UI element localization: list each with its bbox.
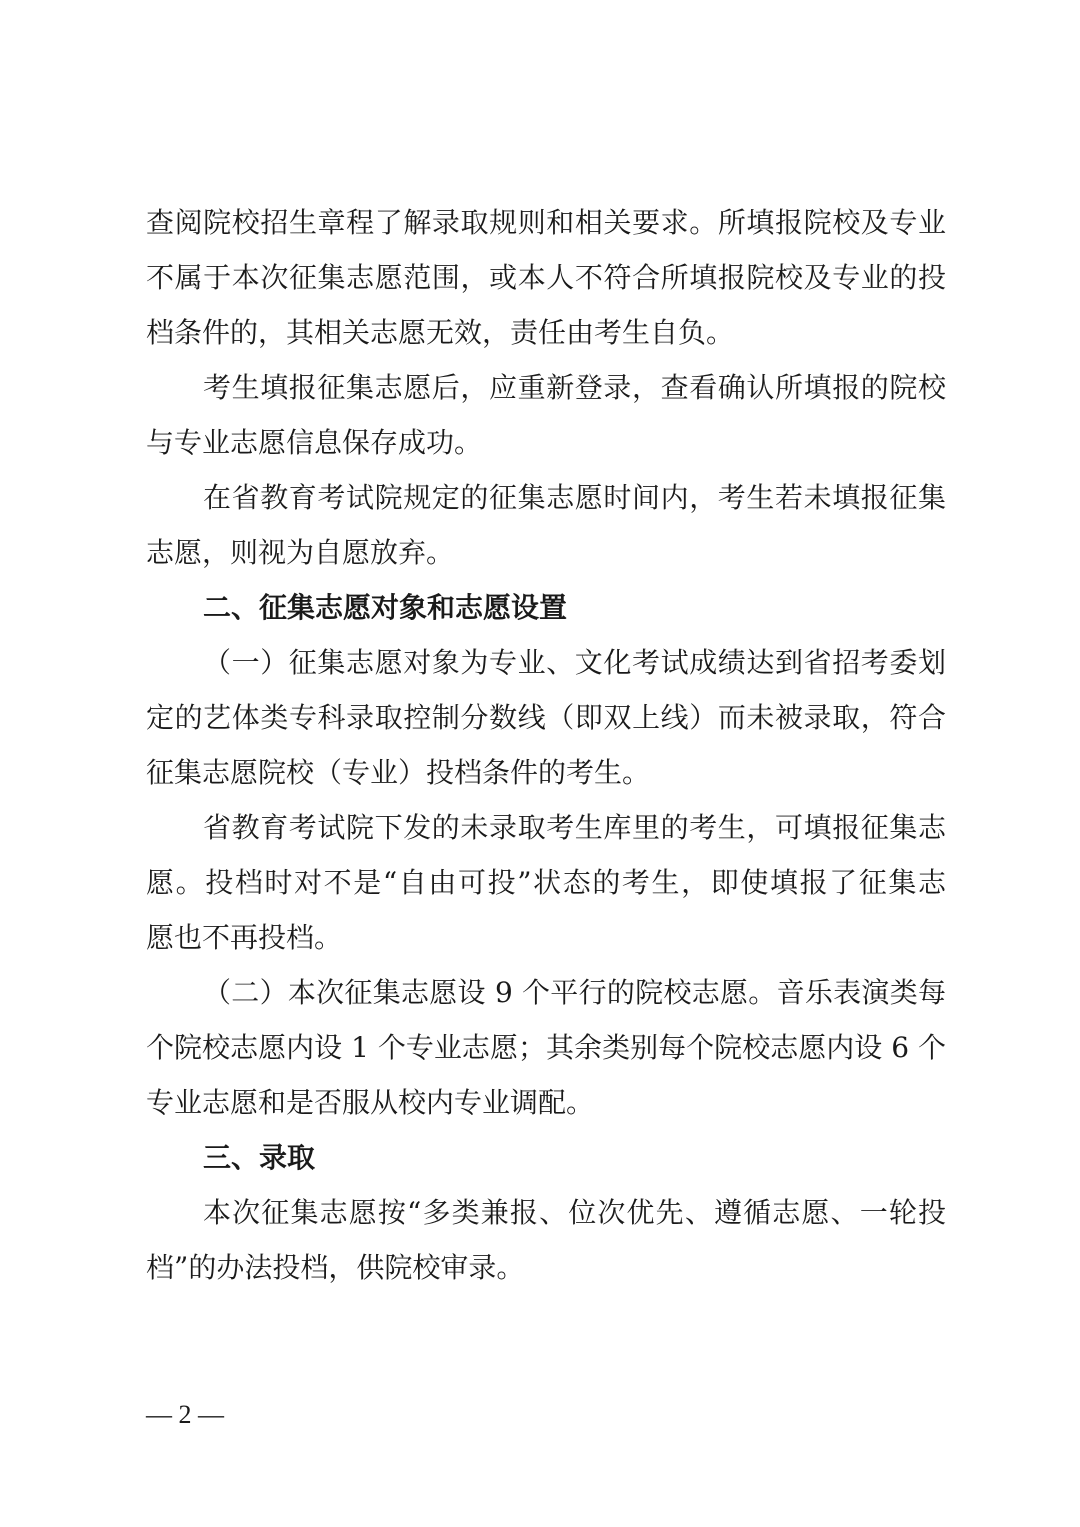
body-text-line: 查阅院校招生章程了解录取规则和相关要求。所填报院校及专业	[146, 206, 946, 239]
paragraph-first-line: （一）征集志愿对象为专业、文化考试成绩达到省招考委划	[203, 646, 946, 679]
body-text-line: 定的艺体类专科录取控制分数线（即双上线）而未被录取，符合	[146, 701, 946, 734]
body-text-line: 征集志愿院校（专业）投档条件的考生。	[146, 756, 651, 789]
body-text-line: 愿也不再投档。	[146, 921, 343, 954]
paragraph-first-line: 省教育考试院下发的未录取考生库里的考生，可填报征集志	[203, 811, 946, 844]
page-number: — 2 —	[146, 1400, 224, 1429]
paragraph-first-line: 考生填报征集志愿后，应重新登录，查看确认所填报的院校	[203, 371, 946, 404]
body-text-line: 专业志愿和是否服从校内专业调配。	[146, 1086, 595, 1119]
section-heading: 二、征集志愿对象和志愿设置	[203, 591, 568, 624]
body-text-line: 档条件的，其相关志愿无效，责任由考生自负。	[146, 316, 735, 349]
body-text-line: 个院校志愿内设 1 个专业志愿；其余类别每个院校志愿内设 6 个	[146, 1031, 946, 1064]
body-text-line: 志愿，则视为自愿放弃。	[146, 536, 455, 569]
body-text-line: 愿。投档时对不是“自由可投”状态的考生，即使填报了征集志	[146, 866, 946, 899]
body-text-line: 与专业志愿信息保存成功。	[146, 426, 483, 459]
body-text-line: 不属于本次征集志愿范围，或本人不符合所填报院校及专业的投	[146, 261, 946, 294]
body-text-line: 档”的办法投档，供院校审录。	[146, 1251, 525, 1284]
paragraph-first-line: 在省教育考试院规定的征集志愿时间内，考生若未填报征集	[203, 481, 946, 514]
paragraph-first-line: 本次征集志愿按“多类兼报、位次优先、遵循志愿、一轮投	[203, 1196, 946, 1229]
section-heading: 三、录取	[203, 1141, 316, 1174]
paragraph-first-line: （二）本次征集志愿设 9 个平行的院校志愿。音乐表演类每	[203, 976, 946, 1009]
